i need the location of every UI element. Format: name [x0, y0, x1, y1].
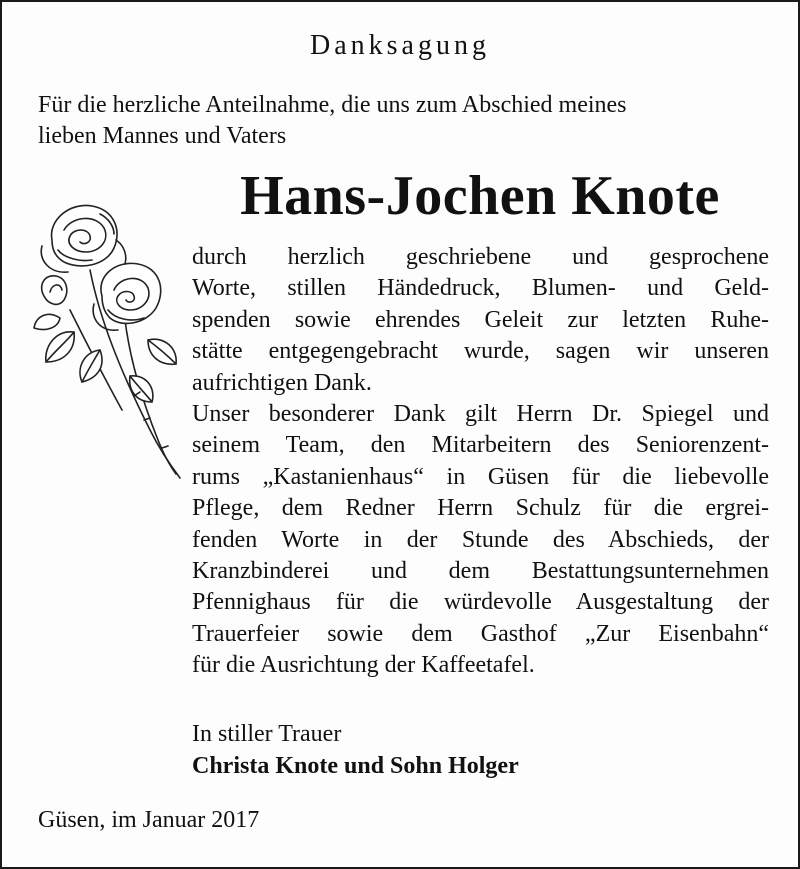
rose-bloom [41, 205, 126, 276]
body-line: Pfennighaus für die würdevolle Ausgestaltung der [192, 589, 769, 616]
intro-line: Für die herzliche Anteilnahme, die uns zum Abschied meines [38, 92, 627, 118]
body-line: Pflege, dem Redner Herrn Schulz für die ergrei- [192, 495, 769, 522]
rose-leaf [46, 332, 74, 362]
closing-phrase: In stiller Trauer [192, 721, 342, 747]
body-line: spenden sowie ehrendes Geleit zur letzten Ruhe- [192, 306, 769, 333]
rose-leaf [80, 350, 102, 382]
body-line: Worte, stillen Händedruck, Blumen- und Geld- [192, 275, 769, 302]
body-line: aufrichtigen Dank. [192, 369, 372, 396]
body-line: fenden Worte in der Stunde des Abschieds, der [192, 526, 769, 553]
closing [192, 718, 769, 782]
rose-illustration [30, 200, 190, 485]
rose-leaf [130, 376, 153, 402]
rose-leaf [148, 339, 176, 364]
place-date: Güsen, im Januar 2017 [38, 807, 260, 833]
rose-leaf [34, 314, 60, 329]
body-line: stätte entgegengebracht wurde, sagen wir unseren [192, 338, 769, 365]
rose-bud [42, 276, 67, 305]
deceased-name: Hans-Jochen Knote [240, 165, 720, 227]
signatories: Christa Knote und Sohn Holger [192, 753, 519, 779]
body-line: Kranzbinderei und dem Bestattungsunternehmen [192, 558, 769, 585]
body-text [192, 242, 769, 682]
body-line: rums „Kastanienhaus“ in Güsen für die liebevolle [192, 463, 769, 490]
intro-text [38, 90, 778, 152]
body-line: Unser besonderer Dank gilt Herrn Dr. Spiegel und [192, 401, 769, 428]
heading: Danksagung [310, 30, 490, 61]
body-line: Trauerfeier sowie dem Gasthof „Zur Eisenbahn“ [192, 620, 769, 647]
body-line: seinem Team, den Mitarbeitern des Seniorenzent- [192, 432, 769, 459]
body-line: durch herzlich geschriebene und gesprochene [192, 244, 769, 270]
intro-line: lieben Mannes und Vaters [38, 123, 287, 149]
body-line: für die Ausrichtung der Kaffeetafel. [192, 652, 535, 679]
